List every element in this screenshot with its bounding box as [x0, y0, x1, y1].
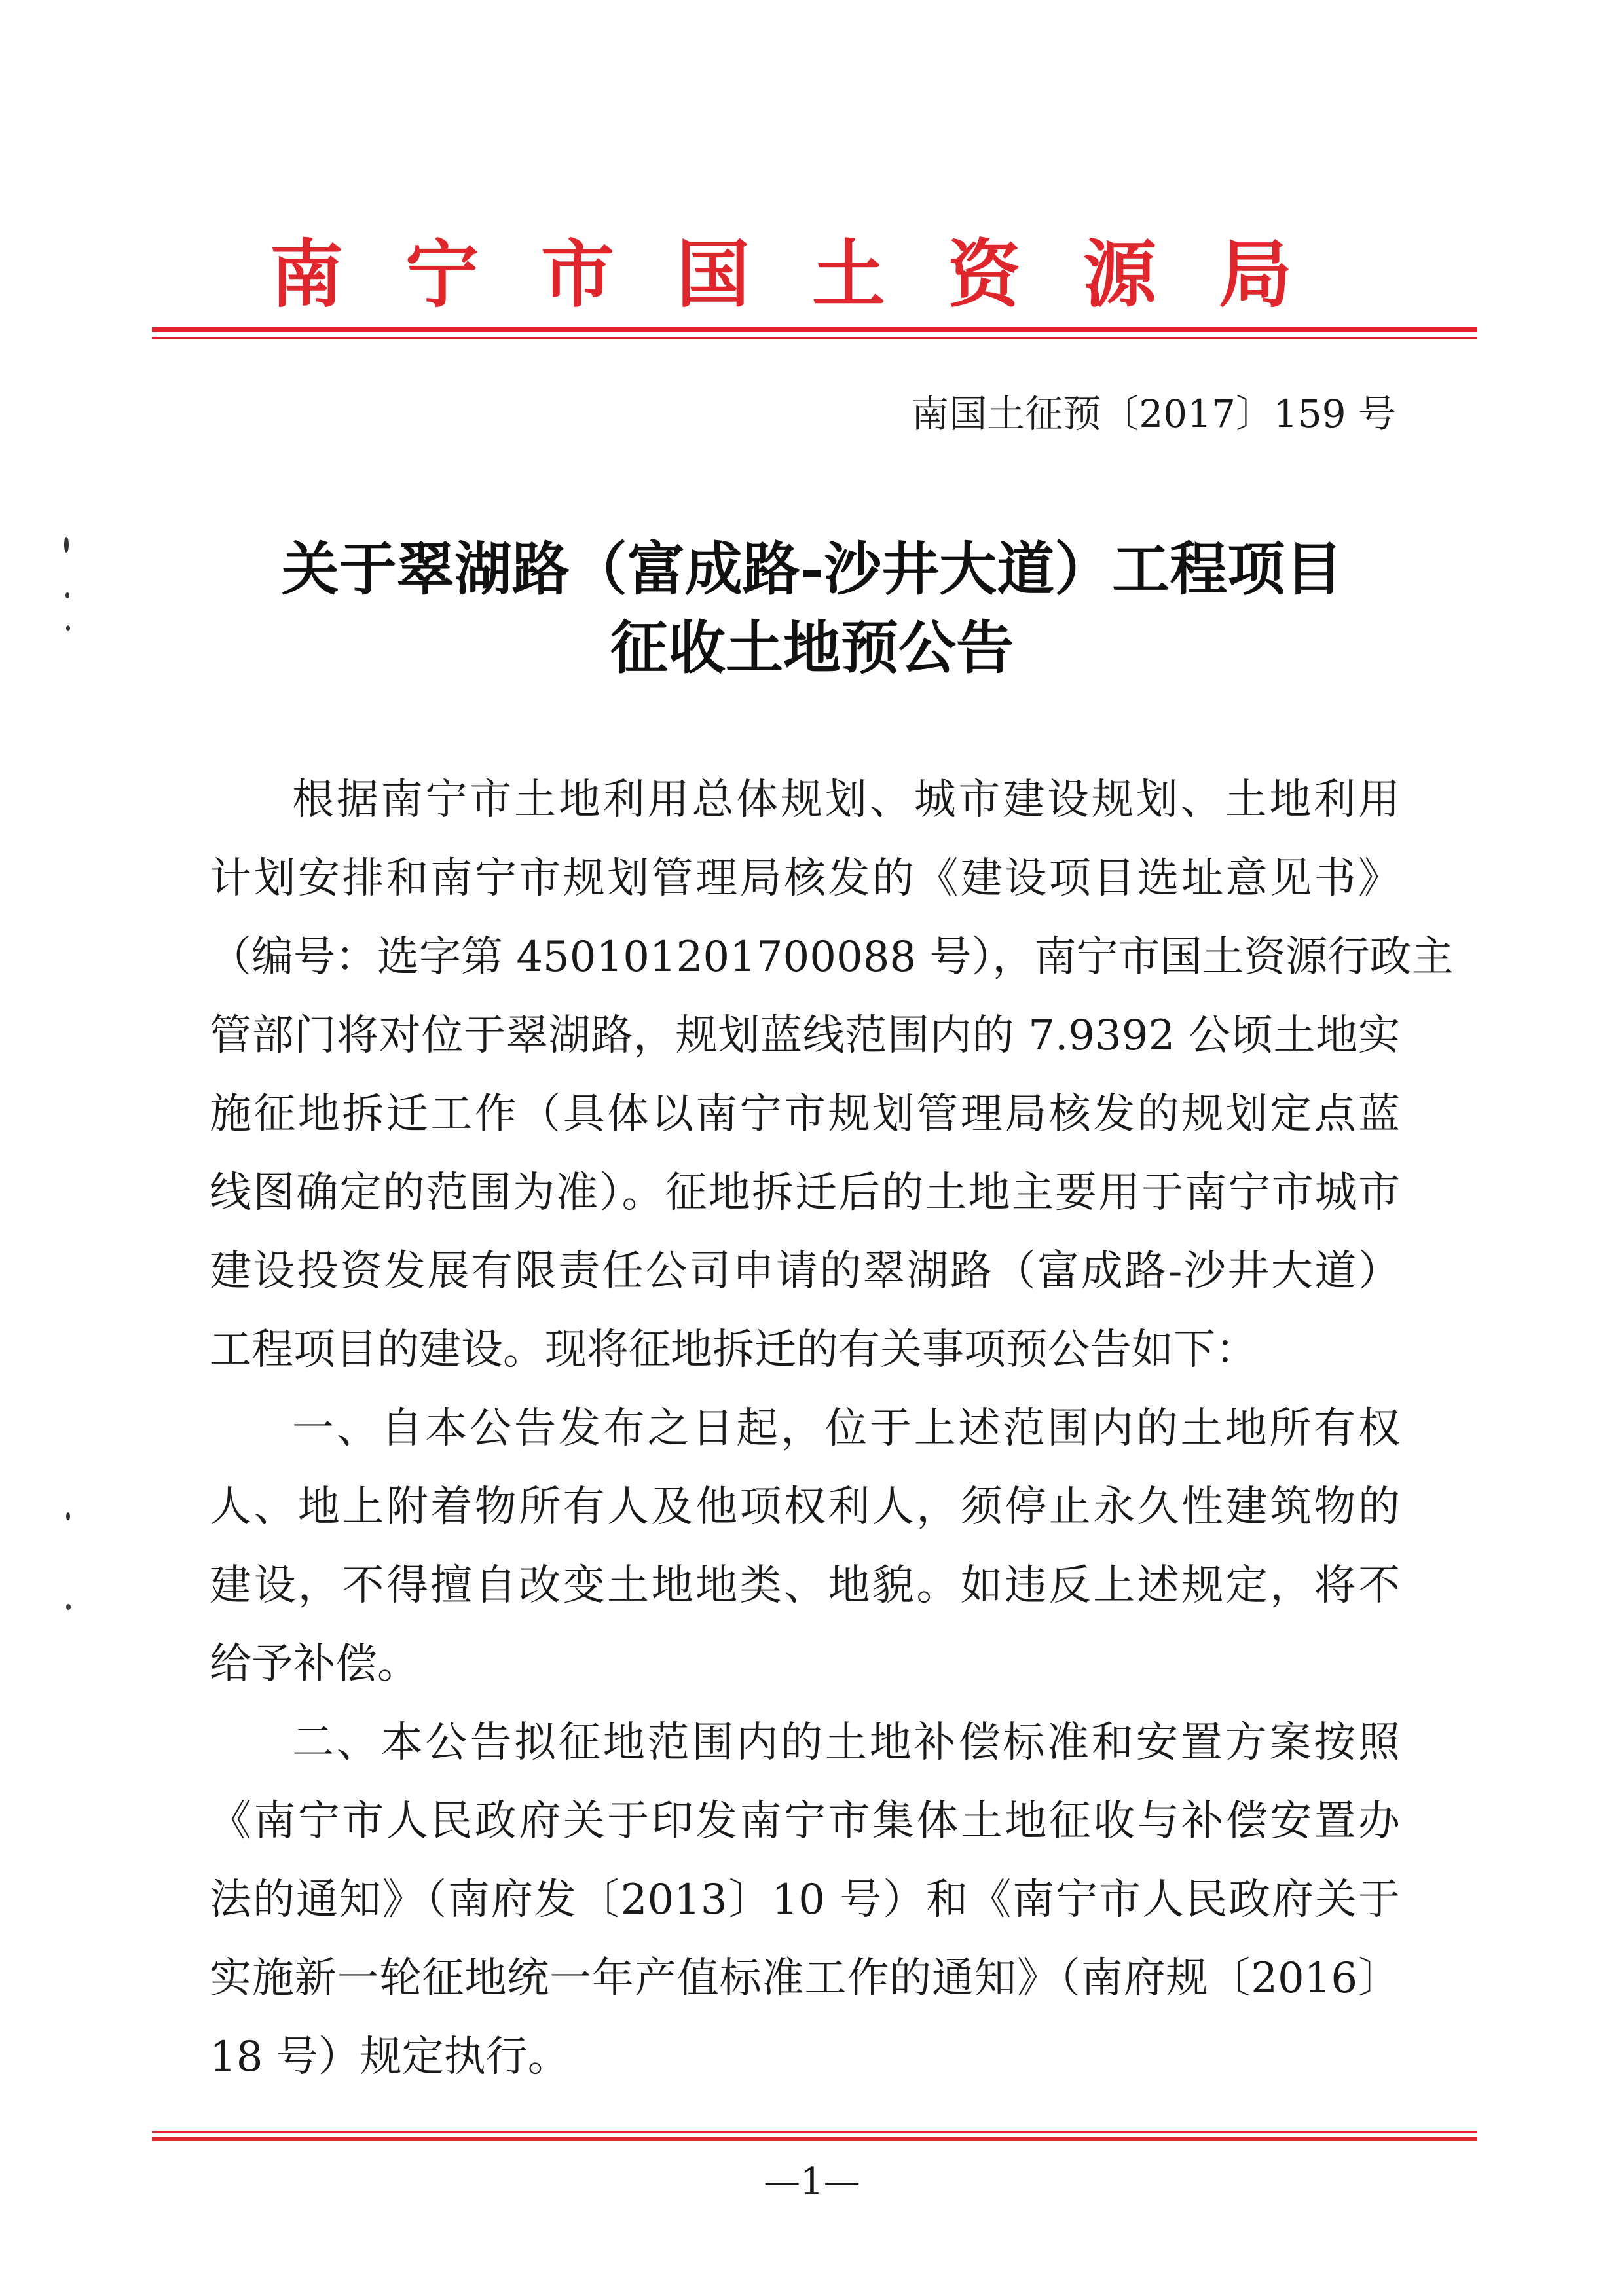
document-number: 南国土征预〔2017〕159 号	[911, 392, 1396, 436]
body-line: 工程项目的建设。现将征地拆迁的有关事项预公告如下：	[210, 1326, 1257, 1374]
footer-rule-thick	[152, 2137, 1477, 2141]
body-line: 给予补偿。	[210, 1640, 419, 1688]
body-line: 人、地上附着物所有人及他项权利人，须停止永久性建筑物的	[210, 1483, 1400, 1531]
body-line: 18 号）规定执行。	[210, 2033, 570, 2081]
body-line: 实施新一轮征地统一年产值标准工作的通知》（南府规〔2016〕	[210, 1954, 1400, 2003]
body-line: 计划安排和南宁市规划管理局核发的《建设项目选址意见书》	[210, 854, 1400, 903]
body-line: 一、自本公告发布之日起，位于上述范围内的土地所有权	[292, 1404, 1400, 1453]
binding-hole-mark	[66, 625, 70, 631]
body-line: 根据南宁市土地利用总体规划、城市建设规划、土地利用	[292, 776, 1400, 824]
body-line: 建设，不得擅自改变土地地类、地貌。如违反上述规定，将不	[210, 1561, 1400, 1610]
body-line: 二、本公告拟征地范围内的土地补偿标准和安置方案按照	[292, 1719, 1400, 1767]
issuing-authority-header: 南宁市国土资源局	[270, 232, 1354, 318]
document-title-line-2: 征收土地预公告	[610, 613, 1014, 682]
body-line: 线图确定的范围为准）。征地拆迁后的土地主要用于南宁市城市	[210, 1169, 1400, 1217]
body-line: 法的通知》（南府发〔2013〕10 号）和《南宁市人民政府关于	[210, 1876, 1400, 1924]
body-line: 管部门将对位于翠湖路，规划蓝线范围内的 7.9392 公顷土地实	[210, 1011, 1400, 1060]
document-title-line-1: 关于翠湖路（富成路-沙井大道）工程项目	[281, 535, 1343, 603]
body-line: 《南宁市人民政府关于印发南宁市集体土地征收与补偿安置办	[210, 1797, 1400, 1846]
footer-rule-thin	[152, 2131, 1477, 2133]
binding-hole-mark	[64, 537, 69, 553]
binding-hole-mark	[66, 1604, 71, 1610]
page-number: —1—	[764, 2160, 860, 2203]
binding-hole-mark	[65, 592, 69, 598]
body-line: （编号：选字第 450101201700088 号），南宁市国土资源行政主	[210, 933, 1454, 981]
header-rule-thin	[152, 337, 1477, 339]
header-rule-thick	[152, 327, 1477, 332]
binding-hole-mark	[66, 1512, 70, 1520]
body-line: 建设投资发展有限责任公司申请的翠湖路（富成路-沙井大道）	[210, 1247, 1400, 1296]
body-line: 施征地拆迁工作（具体以南宁市规划管理局核发的规划定点蓝	[210, 1090, 1400, 1139]
